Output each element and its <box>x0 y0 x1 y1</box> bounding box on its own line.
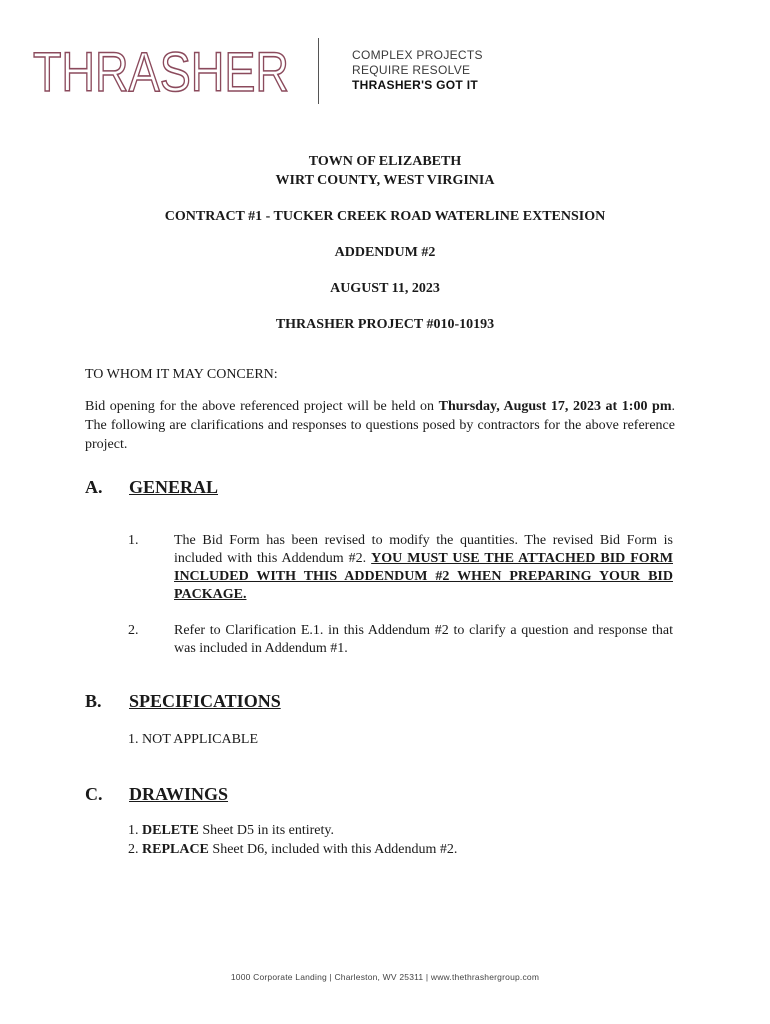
project-number: THRASHER PROJECT #010-10193 <box>275 317 495 332</box>
section-name: SPECIFICATIONS <box>129 691 281 711</box>
tagline <box>352 48 483 93</box>
item-text: Refer to Clarification E.1. in this Addendum #2 to clarify a question and response that was included in Addendum #1. <box>174 623 673 656</box>
section-name: GENERAL <box>129 477 219 497</box>
intro-text-2: . The following are clarifications and responses to questions posed by contractors for the above reference project. <box>85 399 675 452</box>
footer-address: 1000 Corporate Landing | Charleston, WV 25311 | www.thethrashergroup.com <box>230 972 540 982</box>
town-name: TOWN OF ELIZABETH <box>308 154 462 169</box>
intro-text-1: Bid opening for the above referenced project will be held on <box>85 399 439 414</box>
list-item: 2. REPLACE Sheet D6, included with this Addendum #2. <box>128 842 458 857</box>
letterhead-divider <box>318 38 319 104</box>
salutation: TO WHOM IT MAY CONCERN: <box>85 367 278 382</box>
section-specifications-heading <box>85 691 281 712</box>
general-item-2 <box>128 622 673 658</box>
thrasher-logo <box>33 40 291 103</box>
drawing-action: DELETE <box>142 823 199 838</box>
section-general-heading <box>85 477 218 498</box>
bid-opening-datetime: Thursday, August 17, 2023 at 1:00 pm <box>438 399 672 414</box>
specifications-list <box>128 730 258 749</box>
addendum-date: AUGUST 11, 2023 <box>330 281 440 296</box>
addendum-number: ADDENDUM #2 <box>334 245 436 260</box>
tagline-line-3: THRASHER'S GOT IT <box>352 78 478 92</box>
section-letter: A. <box>85 477 103 497</box>
list-item: 1. NOT APPLICABLE <box>128 732 259 747</box>
title-block <box>0 152 770 334</box>
section-name: DRAWINGS <box>129 784 229 804</box>
general-item-1 <box>128 532 673 604</box>
drawing-action: REPLACE <box>142 842 209 857</box>
drawings-list <box>128 821 457 859</box>
list-item: 1. DELETE Sheet D5 in its entirety. <box>128 823 334 838</box>
tagline-line-2: REQUIRE RESOLVE <box>352 63 471 77</box>
county-state: WIRT COUNTY, WEST VIRGINIA <box>275 173 495 188</box>
item-number: 1. <box>128 533 139 548</box>
item-number: 2. <box>128 623 139 638</box>
intro-paragraph <box>85 397 675 454</box>
section-drawings-heading <box>85 784 228 805</box>
contract-title: CONTRACT #1 - TUCKER CREEK ROAD WATERLINE EXTENSION <box>164 209 606 224</box>
section-letter: B. <box>85 691 102 711</box>
item-text: The Bid Form has been revised to modify the quantities. The revised Bid Form is included with this Addendum #2. YOU MUST USE THE ATTACHED BID FORM INCLUDED WITH THIS ADDENDUM #2 WHEN PREPARING YOUR BID PACKAGE. <box>174 533 673 602</box>
bid-form-warning: YOU MUST USE THE ATTACHED BID FORM INCLUDED WITH THIS ADDENDUM #2 WHEN PREPARING YOUR BID PACKAGE. <box>174 551 673 602</box>
svg-text:THRASHER: THRASHER <box>33 40 289 103</box>
section-letter: C. <box>85 784 103 804</box>
tagline-line-1: COMPLEX PROJECTS <box>352 48 483 62</box>
